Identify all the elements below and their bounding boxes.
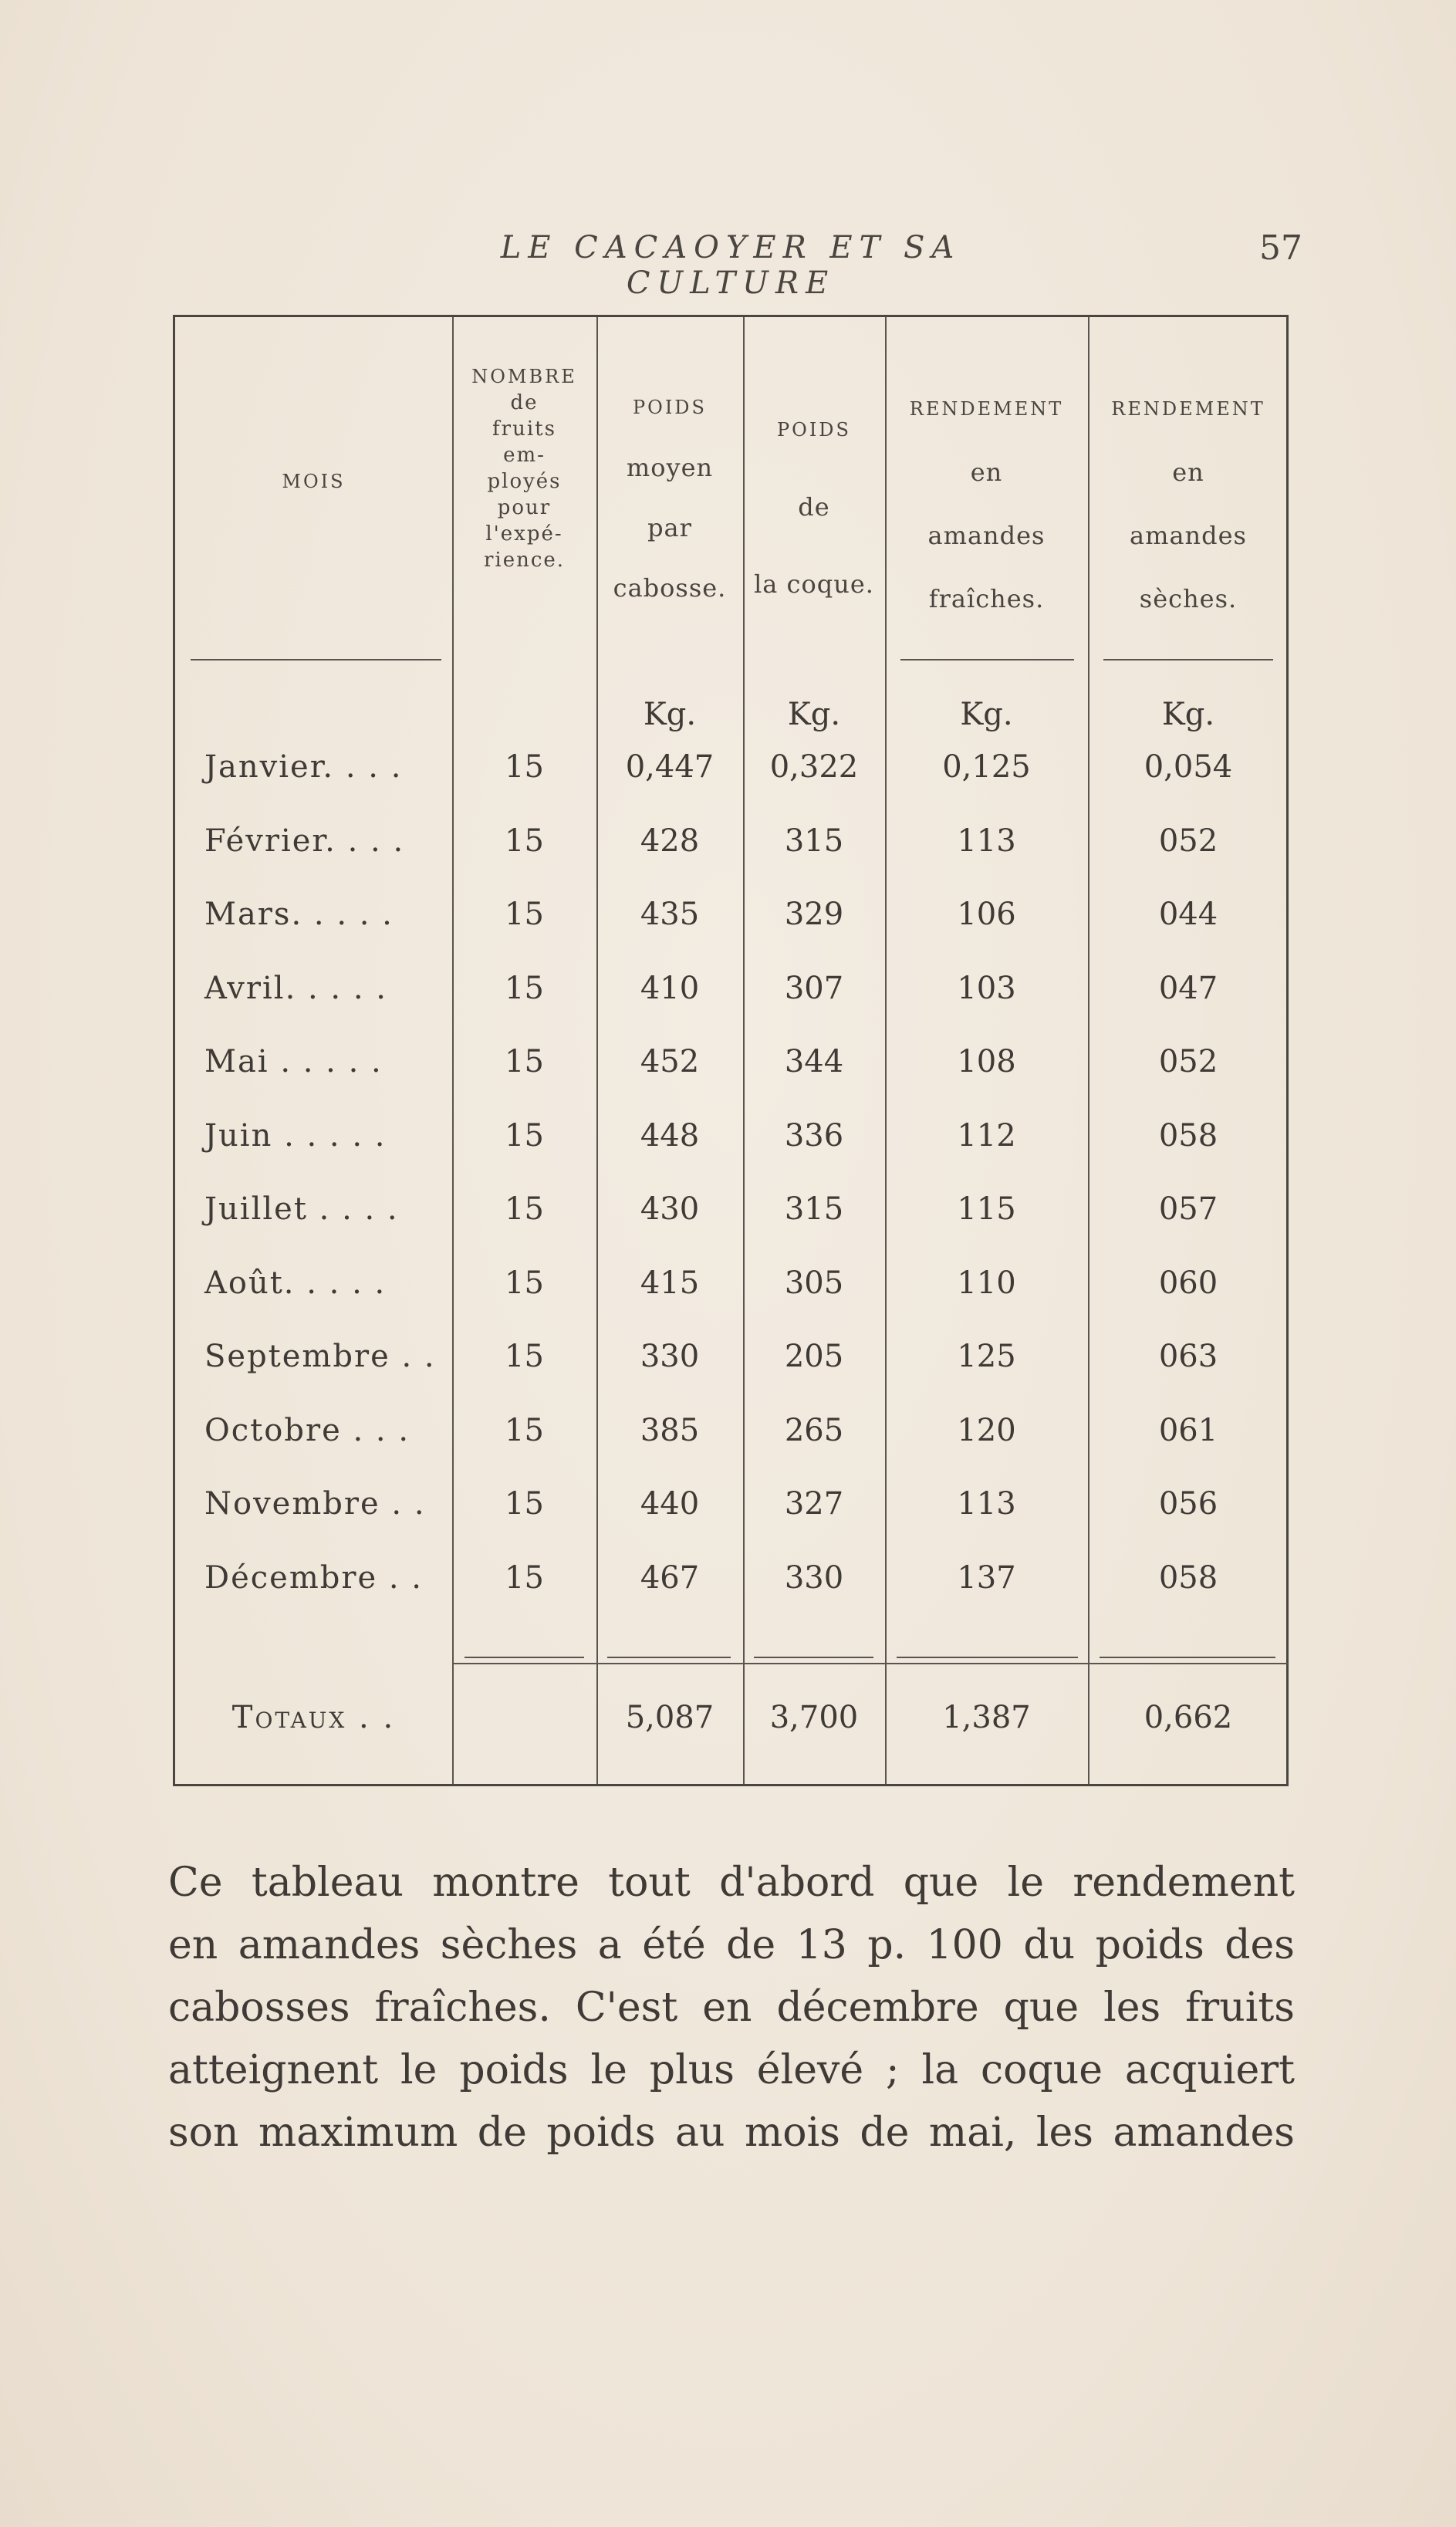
cell-seches: 060 [1158,1265,1218,1301]
cell-poids-coque: 265 [784,1412,844,1448]
paragraph-line: son maximum de poids au mois de mai, les amandes [168,2110,1295,2156]
paragraph-line: Ce tableau montre tout d'abord que le rendement [168,1860,1295,1906]
totals-rule [607,1657,731,1658]
cell-nombre: 15 [505,1191,544,1227]
header-poids-coque-line: de [798,492,830,522]
header-rendement-seches [1088,377,1289,630]
totals-poids-coque: 3,700 [769,1700,859,1735]
header-poids-moyen-line: POIDS [633,397,707,418]
unit-label: Kg. [1161,697,1215,732]
cell-seches: 058 [1158,1559,1218,1596]
cell-poids-moyen: 452 [640,1044,700,1079]
header-poids-moyen-line: cabosse. [613,573,727,603]
cell-poids-moyen: 467 [640,1559,700,1596]
cell-fraiches: 120 [957,1412,1016,1448]
cell-poids-moyen: 448 [640,1117,700,1154]
cell-fraiches: 113 [957,823,1016,859]
totals-label: Totaux . . [231,1700,396,1735]
header-poids-moyen [596,377,743,618]
cell-fraiches: 112 [957,1117,1016,1154]
cell-poids-moyen: 415 [640,1265,700,1301]
cell-seches: 056 [1158,1486,1218,1522]
cell-mois: Octobre . . . [204,1412,410,1448]
cell-nombre: 15 [505,1486,544,1522]
header-rendement-seches-line: amandes [1130,521,1247,550]
cell-poids-coque: 336 [784,1117,844,1154]
cell-nombre: 15 [505,1117,544,1154]
cell-fraiches: 125 [957,1339,1016,1374]
cell-fraiches: 110 [957,1265,1016,1301]
totals-fraiches: 1,387 [942,1700,1031,1735]
cell-poids-coque: 327 [784,1486,844,1522]
cell-nombre: 15 [505,1559,544,1596]
cell-fraiches: 113 [957,1486,1016,1522]
cell-seches: 052 [1158,823,1218,859]
cell-fraiches: 106 [957,897,1016,932]
cell-mois: Septembre . . [204,1339,436,1374]
cell-mois: Décembre . . [204,1559,424,1596]
cell-poids-moyen: 0,447 [625,749,714,785]
paragraph-line: atteignent le poids le plus élevé ; la coque acquiert [168,2047,1295,2093]
header-poids-moyen-line: moyen [626,453,714,482]
totals-divider [452,1663,1288,1664]
cell-poids-coque: 205 [784,1339,844,1374]
header-rule [191,659,441,660]
cell-poids-moyen: 410 [640,970,700,1006]
cell-seches: 044 [1158,897,1218,932]
cell-poids-coque: 344 [784,1044,844,1079]
cell-poids-moyen: 430 [640,1191,700,1227]
header-poids-coque-line: POIDS [777,419,851,441]
header-poids-coque [743,391,885,623]
header-rendement-seches-line: en [1172,458,1204,487]
header-rendement-fraiches [885,377,1088,630]
totals-rule [897,1657,1078,1658]
header-nombre-line: de [510,391,539,414]
header-rule [900,659,1074,660]
cell-poids-coque: 315 [784,1191,844,1227]
cell-seches: 057 [1158,1191,1218,1227]
cell-poids-moyen: 435 [640,897,700,932]
body-paragraph [168,1852,1295,2164]
cell-mois: Février. . . . [204,823,405,859]
cell-nombre: 15 [505,1044,544,1079]
totals-seches: 0,662 [1144,1700,1233,1735]
cell-fraiches: 115 [957,1191,1016,1227]
cell-poids-coque: 329 [784,897,844,932]
cell-seches: 052 [1158,1044,1218,1079]
cell-poids-moyen: 428 [640,823,700,859]
header-nombre-line: fruits [492,417,556,441]
cell-nombre: 15 [505,970,544,1006]
cell-nombre: 15 [505,749,544,785]
cell-seches: 0,054 [1144,749,1233,785]
header-mois: MOIS [282,471,346,492]
cell-fraiches: 0,125 [942,749,1031,785]
cell-poids-coque: 305 [784,1265,844,1301]
header-rendement-seches-line: RENDEMENT [1111,398,1265,420]
cell-mois: Mars. . . . . [204,897,394,932]
header-nombre-line: ployés [487,470,562,493]
paragraph-line: cabosses fraîches. C'est en décembre que les fruits [168,1985,1295,2031]
header-rendement-fraiches-line: RENDEMENT [909,398,1064,420]
cell-mois: Juillet . . . . [204,1191,399,1227]
totals-rule [465,1657,584,1658]
unit-label: Kg. [787,697,841,732]
header-nombre-line: l'expé- [485,522,563,546]
cell-mois: Août. . . . . [204,1265,387,1301]
cell-mois: Novembre . . [204,1486,426,1522]
header-nombre-line: rience. [483,549,566,572]
cell-seches: 047 [1158,970,1218,1006]
cell-fraiches: 137 [957,1559,1016,1596]
totals-rule [1100,1657,1275,1658]
cell-poids-moyen: 385 [640,1412,700,1448]
running-head: LE CACAOYER ET SA CULTURE [500,230,961,301]
header-nombre-line: NOMBRE [471,366,577,387]
cell-poids-coque: 315 [784,823,844,859]
header-rendement-seches-line: sèches. [1139,584,1238,613]
cell-mois: Mai . . . . . [204,1044,383,1079]
cell-nombre: 15 [505,823,544,859]
cell-poids-moyen: 330 [640,1339,700,1374]
cell-poids-coque: 330 [784,1559,844,1596]
cell-nombre: 15 [505,1265,544,1301]
cell-mois: Janvier. . . . [204,749,403,785]
cell-mois: Juin . . . . . [204,1117,387,1154]
cell-poids-coque: 0,322 [769,749,859,785]
totals-poids-moyen: 5,087 [625,1700,714,1735]
header-poids-moyen-line: par [647,513,692,542]
unit-label: Kg. [960,697,1013,732]
header-nombre [452,363,596,573]
cell-poids-coque: 307 [784,970,844,1006]
page-number: 57 [1259,228,1302,268]
header-nombre-line: em- [503,444,546,467]
cell-poids-moyen: 440 [640,1486,700,1522]
header-rendement-fraiches-line: amandes [927,521,1046,550]
cell-seches: 063 [1158,1339,1218,1374]
data-table [173,315,1289,1786]
cell-fraiches: 103 [957,970,1016,1006]
unit-label: Kg. [643,697,697,732]
cell-seches: 061 [1158,1412,1218,1448]
cell-seches: 058 [1158,1117,1218,1154]
paragraph-line: en amandes sèches a été de 13 p. 100 du poids des [168,1922,1295,1968]
cell-mois: Avril. . . . . [204,970,388,1006]
cell-nombre: 15 [505,1412,544,1448]
header-poids-coque-line: la coque. [754,569,874,599]
cell-nombre: 15 [505,897,544,932]
header-rule [1103,659,1273,660]
header-nombre-line: pour [497,496,552,519]
totals-rule [754,1657,873,1658]
cell-nombre: 15 [505,1339,544,1374]
header-rendement-fraiches-line: en [970,458,1003,487]
cell-fraiches: 108 [957,1044,1016,1079]
header-rendement-fraiches-line: fraîches. [928,584,1045,613]
